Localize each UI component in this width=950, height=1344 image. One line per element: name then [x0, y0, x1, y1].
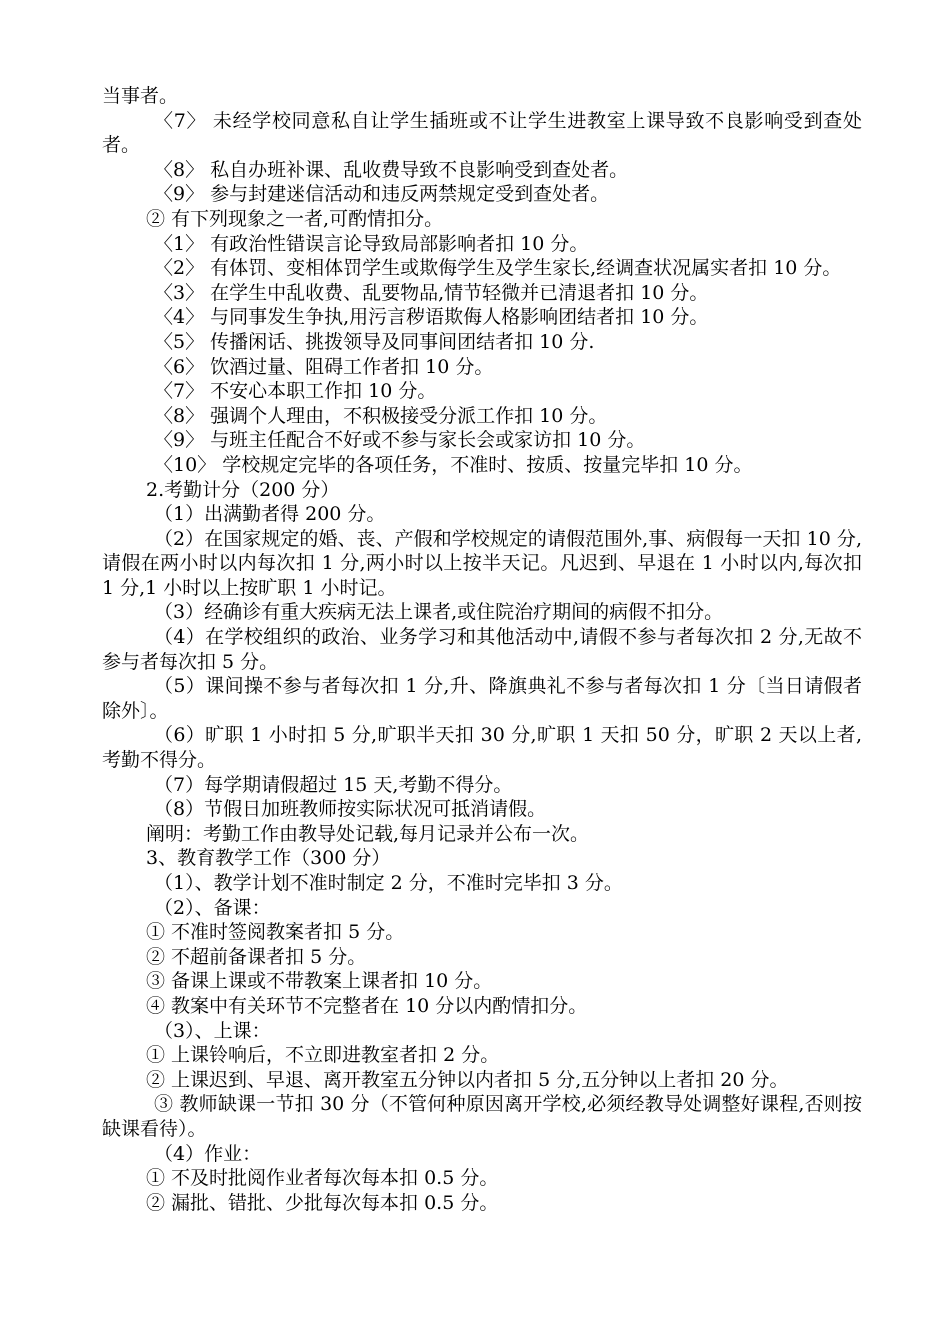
text-line: （8）节假日加班教师按实际状况可抵消请假。: [154, 798, 547, 821]
note-line: 阐明：考勤工作由教导处记载,每月记录并公布一次。: [146, 822, 590, 845]
text-line: （1）出满勤者得 200 分。: [154, 503, 386, 526]
text-line: ① 不及时批阅作业者每次每本扣 0.5 分。: [146, 1167, 499, 1190]
document-page: [102, 84, 862, 1215]
text-paragraph: 〈2〉 有体罚、变相体罚学生或欺侮学生及学生家长,经调查状况属实者扣 10 分。: [154, 257, 842, 280]
text-line: 当事者。: [102, 85, 179, 107]
text-line: （1）、教学计划不准时制定 2 分，不准时完毕扣 3 分。: [154, 872, 623, 894]
text-paragraph: （5）课间操不参与者每次扣 1 分,升、降旗典礼不参与者每次扣 1 分〔当日请假者除外〕。: [102, 675, 862, 722]
text-line: （7）每学期请假超过 15 天,考勤不得分。: [154, 773, 513, 796]
text-line: ① 不准时签阅教案者扣 5 分。: [146, 921, 405, 944]
text-paragraph: （2）在国家规定的婚、丧、产假和学校规定的请假范围外,事、病假每一天扣 10 分,请假在两小时以内每次扣 1 分,两小时以上按半天记。凡迟到、早退在 1 小时以内,每次扣 1 分,1 小时以上按旷职 1 小时记。: [102, 527, 862, 599]
text-line: ② 有下列现象之一者,可酌情扣分。: [146, 207, 444, 230]
text-line: （4）作业：: [154, 1142, 262, 1165]
text-line: 〈8〉 私自办班补课、乱收费导致不良影响受到查处者。: [154, 158, 629, 181]
text-line: ② 上课迟到、早退、离开教室五分钟以内者扣 5 分,五分钟以上者扣 20 分。: [146, 1068, 789, 1091]
text-line: （2）、备课：: [154, 896, 271, 919]
text-paragraph: （4）在学校组织的政治、业务学习和其他活动中,请假不参与者每次扣 2 分,无故不参与者每次扣 5 分。: [102, 626, 862, 673]
text-paragraph: ③ 教师缺课一节扣 30 分（不管何种原因离开学校,必须经教导处调整好课程,否则按缺课看待）。: [102, 1093, 862, 1140]
text-line: 〈4〉 与同事发生争执,用污言秽语欺侮人格影响团结者扣 10 分。: [154, 306, 709, 329]
text-line: ③ 备课上课或不带教案上课者扣 10 分。: [146, 970, 493, 993]
text-line: ④ 教案中有关环节不完整者在 10 分以内酌情扣分。: [146, 994, 588, 1017]
text-line: 〈7〉 不安心本职工作扣 10 分。: [154, 380, 437, 403]
text-line: 〈6〉 饮酒过量、阻碍工作者扣 10 分。: [154, 355, 494, 378]
text-line: 〈1〉 有政治性错误言论导致局部影响者扣 10 分。: [154, 232, 589, 255]
section-heading: 2.考勤计分（200 分）: [146, 478, 340, 501]
text-line: ② 不超前备课者扣 5 分。: [146, 945, 367, 968]
text-line: （3）经确诊有重大疾病无法上课者,或住院治疗期间的病假不扣分。: [154, 601, 724, 624]
text-line: 〈9〉 参与封建迷信活动和违反两禁规定受到查处者。: [154, 183, 610, 206]
text-paragraph: （6）旷职 1 小时扣 5 分,旷职半天扣 30 分,旷职 1 天扣 50 分，旷职 2 天以上者,考勤不得分。: [102, 724, 862, 772]
text-line: 〈5〉 传播闲话、挑拨领导及同事间团结者扣 10 分.: [154, 330, 595, 353]
text-line: 〈8〉 强调个人理由，不积极接受分派工作扣 10 分。: [154, 404, 608, 427]
text-paragraph: 〈7〉 未经学校同意私自让学生插班或不让学生进教室上课导致不良影响受到查处者。: [102, 109, 862, 157]
text-line: （3）、上课：: [154, 1019, 271, 1042]
text-line: 〈3〉 在学生中乱收费、乱要物品,情节轻微并已清退者扣 10 分。: [154, 281, 709, 304]
text-line: ② 漏批、错批、少批每次每本扣 0.5 分。: [146, 1191, 499, 1214]
text-line: 〈9〉 与班主任配合不好或不参与家长会或家访扣 10 分。: [154, 429, 646, 452]
text-line: 〈10〉 学校规定完毕的各项任务，不准时、按质、按量完毕扣 10 分。: [154, 453, 753, 476]
section-heading: 3、教育教学工作（300 分）: [146, 847, 391, 870]
text-line: ① 上课铃响后，不立即进教室者扣 2 分。: [146, 1044, 500, 1067]
